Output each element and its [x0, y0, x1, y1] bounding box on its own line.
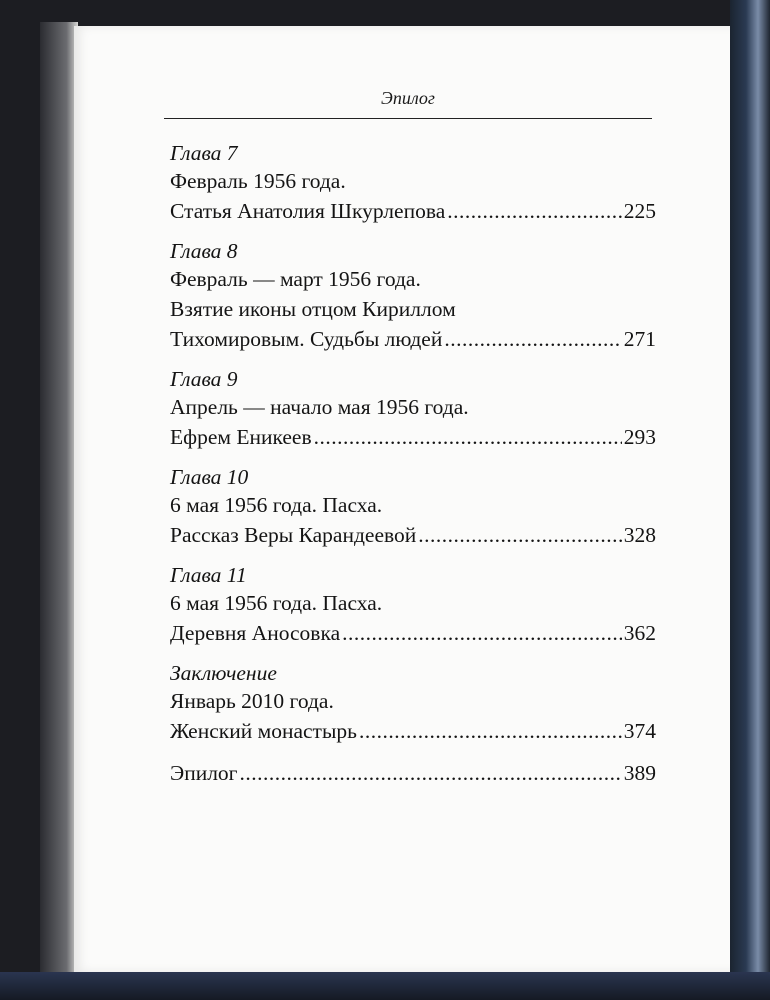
chapter-title: Ефрем Еникеев: [170, 425, 312, 449]
chapter-title: Статья Анатолия Шкурлепова: [170, 199, 446, 223]
toc-leader-line: [170, 520, 656, 550]
chapter-subtitle: Февраль — март 1956 года.: [170, 267, 421, 291]
toc-leader-line: [170, 618, 656, 648]
chapter-subtitle: Взятие иконы отцом Кириллом: [170, 297, 456, 321]
page-number: 271: [623, 327, 656, 351]
toc-leader-line: [170, 716, 656, 746]
table-of-contents: [170, 140, 656, 800]
chapter-title: Тихомировым. Судьбы людей: [170, 327, 443, 351]
chapter-subtitle: Апрель — начало мая 1956 года.: [170, 395, 469, 419]
chapter-label: Глава 10: [170, 465, 249, 489]
header-rule: [164, 118, 652, 119]
toc-leader-line: [170, 324, 656, 354]
book-gutter: [40, 22, 78, 976]
chapter-label: Глава 9: [170, 367, 238, 391]
toc-entry-chapter-8: [170, 238, 656, 354]
toc-entry-chapter-11: [170, 562, 656, 648]
chapter-subtitle: Февраль 1956 года.: [170, 169, 346, 193]
dot-leader: [447, 196, 622, 226]
chapter-label: Заключение: [170, 661, 277, 685]
page-number: 389: [623, 761, 656, 785]
toc-leader-line: [170, 196, 656, 226]
book-cover-edge: [730, 0, 770, 1000]
toc-entry-chapter-9: [170, 366, 656, 452]
dot-leader: [342, 618, 622, 648]
chapter-subtitle: Январь 2010 года.: [170, 689, 334, 713]
page-number: 225: [623, 199, 656, 223]
page-number: 328: [623, 523, 656, 547]
toc-entry-conclusion: [170, 660, 656, 746]
dot-leader: [359, 716, 622, 746]
chapter-label: Глава 8: [170, 239, 238, 263]
page-number: 374: [623, 719, 656, 743]
page-number: 293: [623, 425, 656, 449]
dot-leader: [444, 324, 621, 354]
chapter-title: Деревня Аносовка: [170, 621, 341, 645]
toc-entry-chapter-7: [170, 140, 656, 226]
chapter-title: Эпилог: [170, 761, 238, 785]
toc-entry-epilogue: [170, 758, 656, 788]
chapter-subtitle: 6 мая 1956 года. Пасха.: [170, 493, 383, 517]
dot-leader: [240, 758, 622, 788]
chapter-title: Рассказ Веры Карандеевой: [170, 523, 417, 547]
chapter-label: Глава 11: [170, 563, 247, 587]
toc-leader-line: [170, 422, 656, 452]
book-bottom-edge: [0, 972, 770, 1000]
running-header: Эпилог: [381, 88, 435, 108]
toc-leader-line: [170, 758, 656, 788]
chapter-subtitle: 6 мая 1956 года. Пасха.: [170, 591, 383, 615]
dot-leader: [314, 422, 622, 452]
toc-entry-chapter-10: [170, 464, 656, 550]
chapter-title: Женский монастырь: [170, 719, 357, 743]
page-number: 362: [623, 621, 656, 645]
dot-leader: [418, 520, 621, 550]
chapter-label: Глава 7: [170, 141, 238, 165]
